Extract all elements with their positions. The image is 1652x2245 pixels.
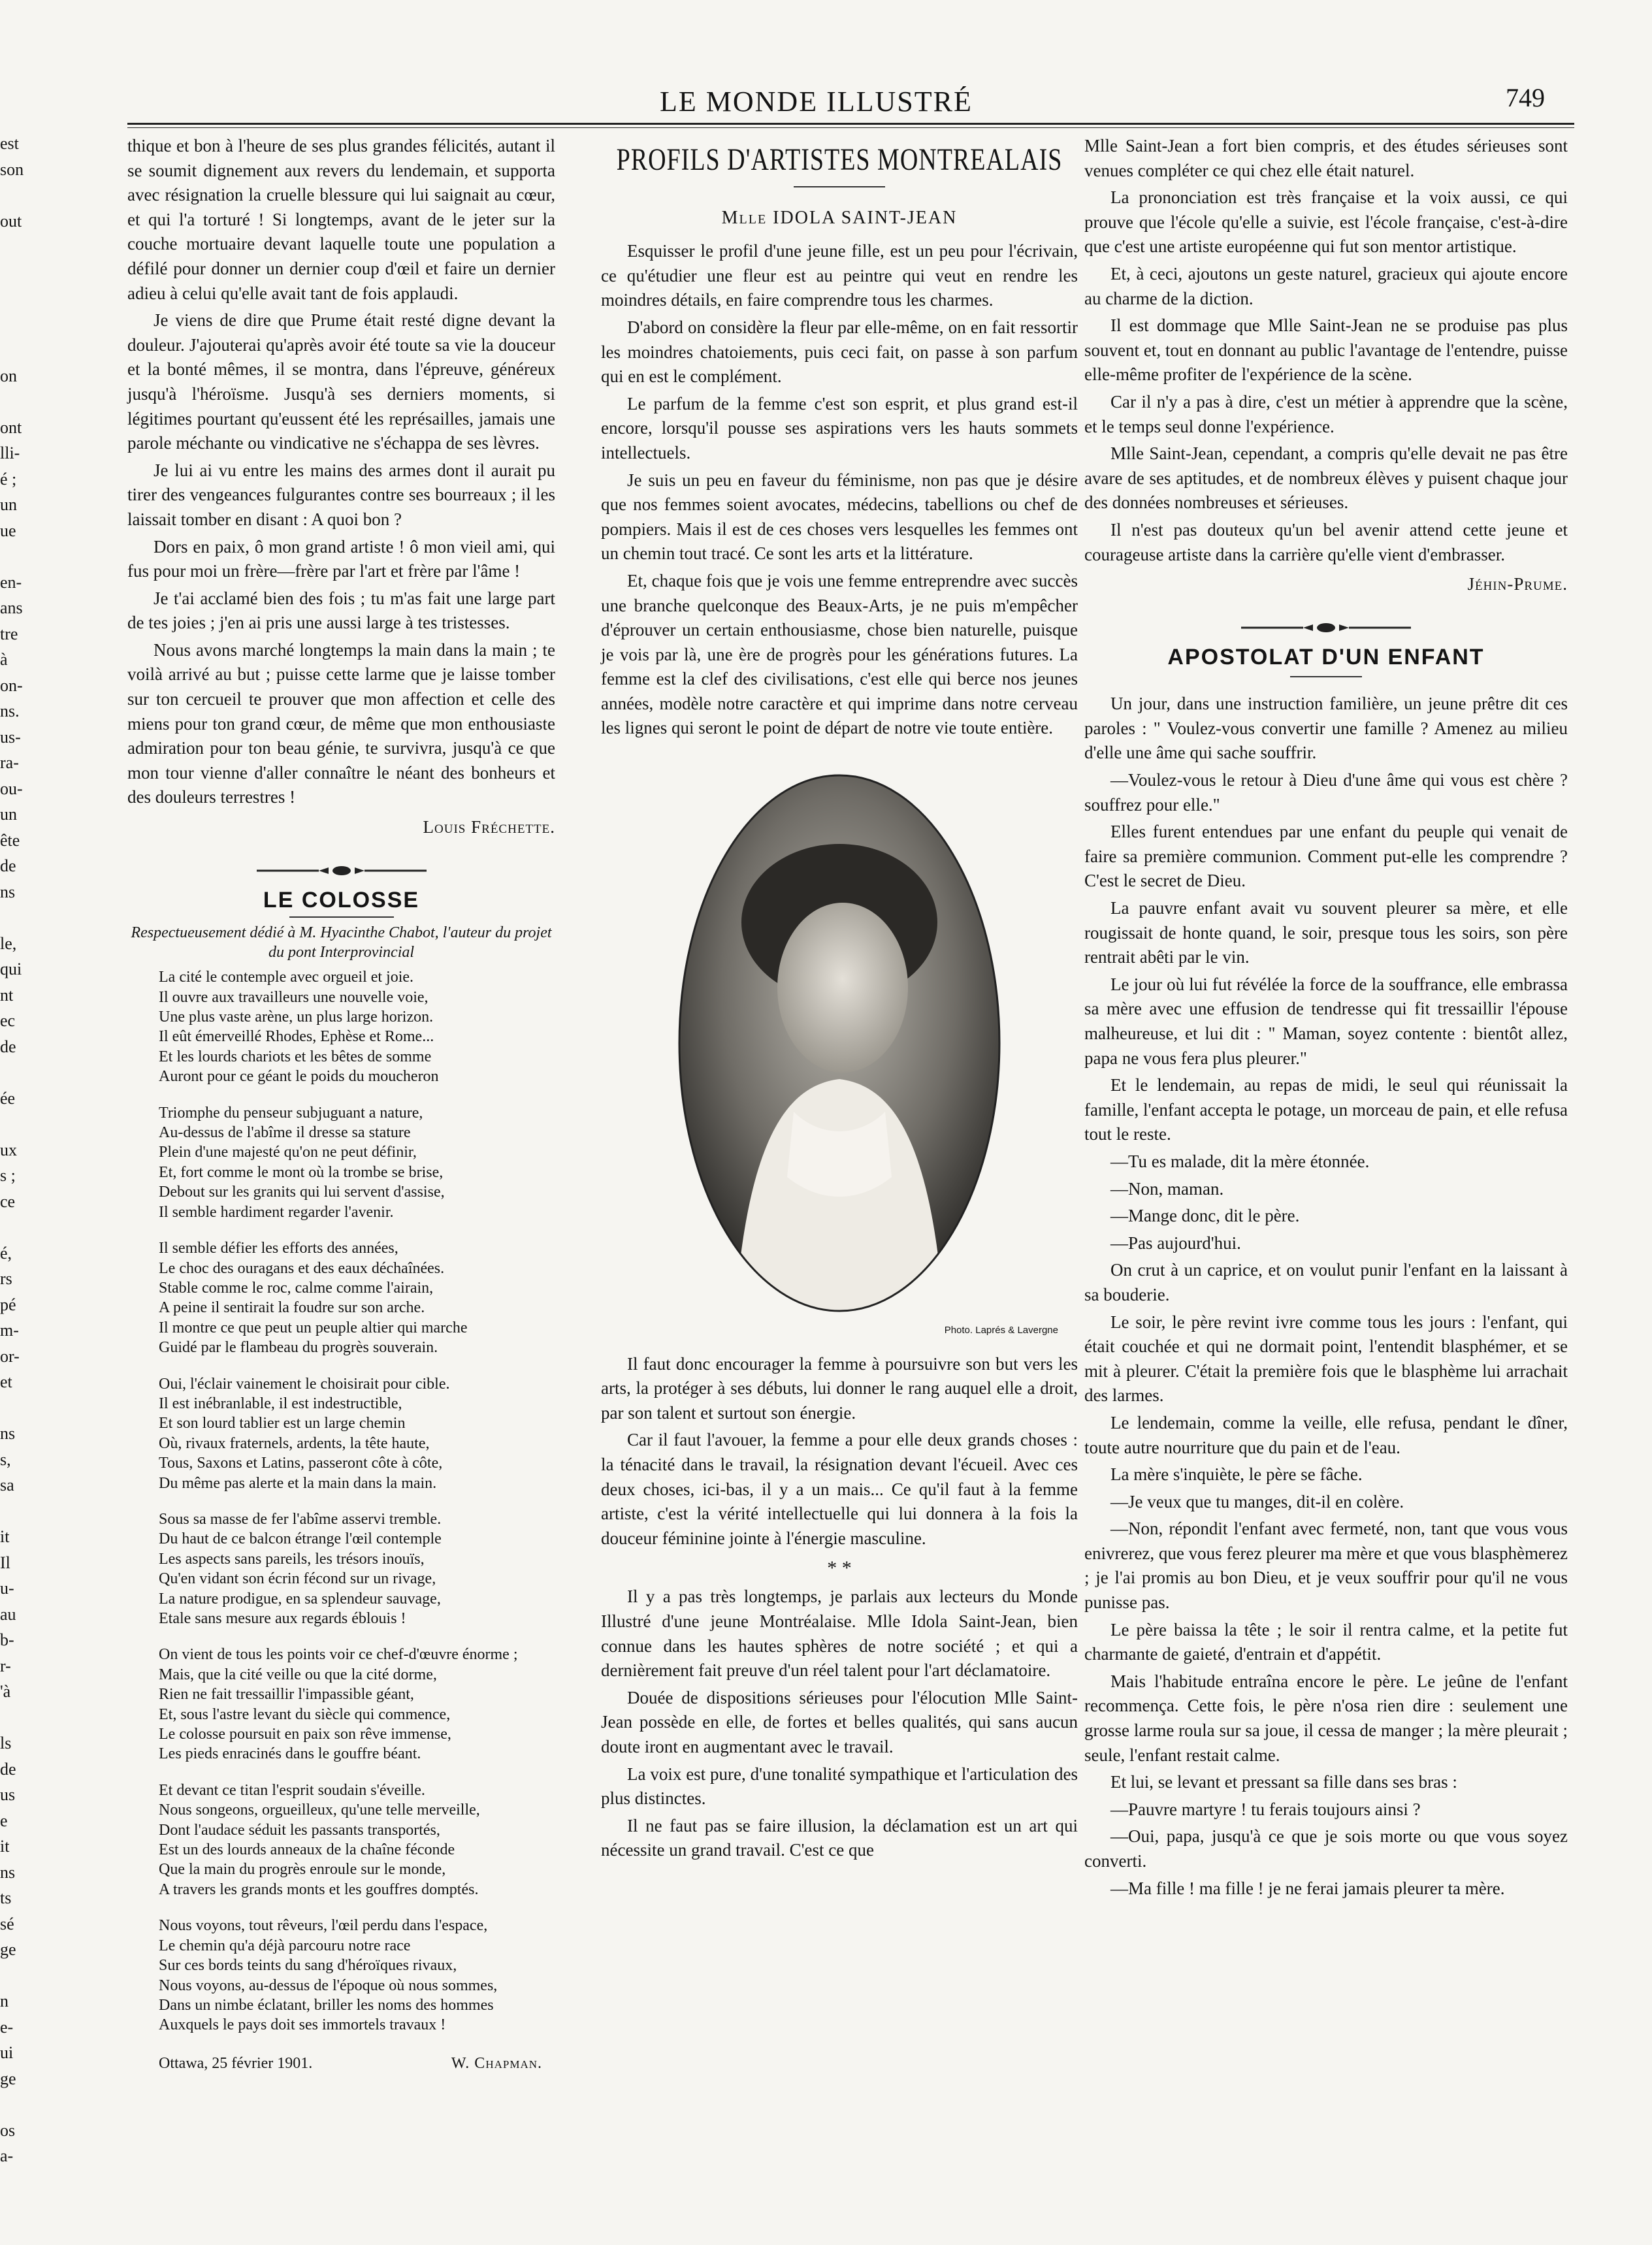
margin-fragment: é, [0,1243,12,1263]
paragraph: Je viens de dire que Prume était resté digne devant la douleur. J'ajouterai qu'après avoir été toute sa vie la douceur et la bonté mêmes, il se montra, dans l'épreuve, généreux jusqu'à l'héroïsme. Jusqu'à ses derniers moments, si légitimes pourtant qu'eussent été les représailles, jamais une parole méchante ou vindicative ne s'échappa de ses lèvres. [127,310,555,453]
portrait-image [676,772,1003,1314]
margin-fragment: de [0,1037,16,1056]
margin-fragment: ux [0,1140,17,1159]
signature-jehin-prume: Jéhin-Prume. [1467,574,1568,594]
poem-stanza [159,1916,555,2035]
margin-fragment [0,234,30,260]
margin-fragment: rs [0,1269,12,1288]
article-title-profils: PROFILS D'ARTISTES MONTREALAIS [616,142,1063,178]
masthead-rule [127,123,1574,128]
poem-line: Rien ne fait tressaillir l'impassible géant, [159,1686,414,1704]
margin-fragment: us- [0,727,21,747]
margin-fragment: ont [0,417,22,437]
margin-fragment: on- [0,675,23,695]
poem-line: Stable comme le roc, calme comme l'airain, [159,1279,434,1297]
margin-fragment: ui [0,2043,14,2062]
margin-fragment: 'à [0,1682,11,1701]
ornament-divider-icon [257,865,427,877]
margin-fragment [0,1059,30,1086]
paragraph: —Non, répondit l'enfant avec fermeté, non, tant que vous vous enivrerez, que vous ferez pleurer ma mère et que vous blasphèmerez ; je l'ai promis au bon Dieu, et je veux souffrir pour qu'il ne vous punisse pas. [1084,1519,1568,1613]
margin-fragment [0,1705,30,1731]
title-rule [794,186,885,187]
poem-stanza [159,1781,555,1899]
margin-fragment [0,543,30,570]
margin-fragment: e- [0,2017,14,2037]
paragraph: La prononciation est très française et la voix aussi, ce qui prouve que l'école qu'elle a suivie, est l'école française, c'est-à-dire que c'est une artiste européenne qui fut son mentor artistique. [1084,187,1568,257]
paragraph: Il y a pas très longtemps, je parlais aux lecteurs du Monde Illustré d'une jeune Montréalaise. Mlle Idola Saint-Jean, bien connue dans les hautes sphères de notre société ; et qui a dernièrement fait preuve d'un réel talent pour l'art déclamatoire. [601,1587,1078,1681]
paragraph: Et, chaque fois que je vois une femme entreprendre avec succès une branche quelconque des Beaux-Arts, je ne puis m'empêcher d'éprouver un certain enthousiasme, chose bien naturelle, puisque je vois par là, une ère de progrès pour les générations futures. La femme est la clef des civilisations, c'est elle qui berce nos jeunes années, modèle notre caractère et qui imprime dans notre cerveau les lignes qui seront le point de départ de notre vie toute entière. [601,570,1078,738]
margin-fragment: ra- [0,753,19,772]
page-number: 749 [1506,83,1545,112]
margin-fragment: ou- [0,779,23,798]
paragraph: —Tu es malade, dit la mère étonnée. [1110,1151,1370,1171]
poem-line: Les aspects sans pareils, les trésors inouïs, [159,1550,425,1568]
margin-fragment: son [0,159,24,179]
poem-stanza [159,1510,555,1628]
masthead-title: LE MONDE ILLUSTRÉ [660,86,973,118]
margin-fragment: nt [0,985,14,1005]
margin-fragment: e [0,1811,8,1830]
margin-fragment [0,389,30,415]
poem-line: Auront pour ce géant le poids du moucheron [159,1068,439,1086]
margin-fragment: en- [0,572,22,592]
margin-fragment: it [0,1837,10,1856]
poem-line: Auxquels le pays doit ses immortels travaux ! [159,2016,446,2034]
paragraph: D'abord on considère la fleur par elle-même, on en fait ressortir les moindres chatoiements, puis ceci fait, on passe à son parfum qui en est le complément. [601,317,1078,387]
margin-fragment: m- [0,1321,19,1340]
poem-line: Il semble défier les efforts des années, [159,1240,398,1257]
poem-line: A peine il sentirait la foudre sur son arche. [159,1299,425,1317]
column-3 [1084,134,1568,1903]
poem-line: Plein d'une majesté qu'on ne peut définir, [159,1144,417,1161]
poem-stanza [159,1103,555,1222]
margin-fragment: ts [0,1888,12,1907]
margin-fragment: ec [0,1011,16,1030]
poem-line: La cité le contemple avec orgueil et joie. [159,969,414,986]
paragraph: —Non, maman. [1110,1178,1224,1199]
paragraph: Et le lendemain, au repas de midi, le seul qui réunissait la famille, l'enfant accepta le potage, un morceau de pain, et elle refusa tout le reste. [1084,1075,1568,1144]
margin-fragment [0,1111,30,1137]
poem-stanza [159,967,555,1086]
paragraph: Nous avons marché longtemps la main dans la main ; te voilà arrivé au but ; puisse cette larme que je laisse tomber sur ton cercueil te prouver que mon affection et celle des miens pour ton grand cœur, de même que mon enthousiaste admiration pour ton beau génie, te survivra, jusqu'à ce que mon tour vienne d'aller connaître le néant des bonheurs et des douleurs terrestres ! [127,639,555,807]
paragraph: Un jour, dans une instruction familière, un jeune prêtre dit ces paroles : " Voulez-vous convertir une famille ? Amenez au milieu d'elle une âme qui sache souffrir. [1084,694,1568,763]
poem-line: Sur ces bords teints du sang d'héroïques rivaux, [159,1957,457,1975]
paragraph: Car il n'y a pas à dire, c'est un métier à apprendre que la scène, et le temps seul donne l'expérience. [1084,391,1568,436]
paragraph: Le lendemain, comme la veille, elle refusa, pendant le dîner, toute autre nourriture que du pain et de l'eau. [1084,1412,1568,1457]
signature-chapman: W. Chapman. [451,2054,542,2072]
paragraph: Je t'ai acclamé bien des fois ; tu m'as fait une large part de tes joies ; j'en ai pris une aussi large à tes tristesses. [127,588,555,633]
poem-stanzas [127,967,555,2035]
margin-fragment: ls [0,1734,12,1752]
poem-line: La nature prodigue, en sa splendeur sauvage, [159,1590,441,1607]
margin-fragment [0,1963,30,1989]
article-subject: Mlle IDOLA SAINT-JEAN [721,207,958,228]
paragraph: —Pas aujourd'hui. [1110,1233,1241,1253]
margin-fragment [0,260,30,286]
margin-fragment: ge [0,2069,16,2088]
paragraph: Il ne faut pas se faire illusion, la déclamation est un art qui nécessite un grand travail. C'est ce que [601,1815,1078,1860]
paragraph: On crut à un caprice, et on voulut punir l'enfant en la laissant à sa bouderie. [1084,1260,1568,1304]
margin-fragment: ns [0,1424,16,1443]
poem-line: Nous voyons, tout rêveurs, l'œil perdu dans l'espace, [159,1917,488,1935]
poem-line: Dont l'audace séduit les passants transportés, [159,1821,440,1839]
margin-fragment: pé [0,1295,16,1314]
paragraph: thique et bon à l'heure de ses plus grandes félicités, autant il se soumit dignement aux revers du lendemain, et supporta avec résignation la cruelle blessure qui lui saignait au cœur, et qui l'a torturé ! Si longtemps, avant de le jeter sur la couche mortuaire devant laquelle toute une population a défilé pour donner un dernier coup d'œil et faire un dernier adieu à celui qu'elle avait tant de fois applaudi. [127,136,555,303]
margin-fragment [0,2092,30,2118]
poem-line: Qu'en vidant son écrin fécond sur un rivage, [159,1570,436,1588]
poem-title: LE COLOSSE [263,887,420,913]
poem-line: Mais, que la cité veille ou que la cité dorme, [159,1666,437,1683]
paragraph: —Mange donc, dit le père. [1110,1206,1300,1226]
poem-line: Il ouvre aux travailleurs une nouvelle voie, [159,988,429,1006]
asterism: * * [827,1557,852,1579]
margin-fragment [0,182,30,208]
poem-line: Dans un nimbe éclatant, briller les noms des hommes [159,1996,494,2014]
paragraph: Mais l'habitude entraîna encore le père. Le jeûne de l'enfant recommença. Cette fois, le père n'osa rien dire : seulement une grosse larme roula sur sa joue, il cessa de manger ; la mère pleurait ; seule, l'enfant restait calme. [1084,1671,1568,1765]
margin-fragment: un [0,495,17,514]
margin-fragment: de [0,1759,16,1779]
paragraph: Le jour où lui fut révélée la force de la souffrance, elle embrassa sa mère avec une effusion de tendresse qui fit tressaillir l'épouse malheureuse, et lui dit : " Maman, soyez contente : bientôt allez, papa ne vous fera plus pleurer." [1084,974,1568,1068]
poem-line: Et, sous l'astre levant du siècle qui commence, [159,1705,451,1723]
margin-fragment: sé [0,1914,14,1933]
poem-dedication: Respectueusement dédié à M. Hyacinthe Chabot, l'auteur du projet du pont Interprovincial [131,924,552,961]
margin-fragment: ée [0,1088,16,1108]
poem-line: Le choc des ouragans et des eaux déchaînées. [159,1259,445,1277]
margin-fragment: a- [0,2146,14,2165]
margin-fragment: à [0,650,8,669]
poem-line: On vient de tous les points voir ce chef-d'œuvre énorme ; [159,1646,518,1664]
margin-fragment: tre [0,624,18,643]
margin-fragment: qui [0,960,22,978]
poem-line: Triomphe du penseur subjuguant a nature, [159,1104,423,1122]
margin-fragment: ce [0,1191,16,1211]
margin-fragment: ge [0,1940,16,1959]
paragraph: Mlle Saint-Jean a fort bien compris, et des études sérieuses sont venues compléter ce qui chez elle était naturel. [1084,136,1568,180]
margin-fragment: est [0,134,19,153]
poem-title-rule [289,916,394,918]
poem-footer [159,2052,542,2076]
margin-fragment: ns. [0,702,20,720]
portrait-photo [676,772,1003,1314]
poem-line: Il semble hardiment regarder l'avenir. [159,1203,394,1221]
poem-line: Nous voyons, au-dessus de l'époque où nous sommes, [159,1977,498,1994]
poem-line: Il eût émerveillé Rhodes, Ephèse et Rome... [159,1028,434,1046]
margin-fragments [0,131,30,2169]
paragraph: Je lui ai vu entre les mains des armes dont il aurait pu tirer des vengeances fulgurantes contre ses bourreaux ; il les laissait tomber en disant : A quoi bon ? [127,460,555,529]
margin-fragment: ête [0,830,20,850]
paragraph: Douée de dispositions sérieuses pour l'élocution Mlle Saint-Jean possède en elle, de fortes et belles qualités, qui sans aucun doute iront en augmentant avec le travail. [601,1687,1078,1756]
poem-line: Et devant ce titan l'esprit soudain s'éveille. [159,1781,425,1799]
poem-line: Au-dessus de l'abîme il dresse sa stature [159,1124,411,1142]
paragraph: —Ma fille ! ma fille ! je ne ferai jamais pleurer ta mère. [1110,1878,1505,1898]
paragraph: Je suis un peu en faveur du féminisme, non pas que je désire que nos femmes soient avocates, médecins, tabellions ou chef de pompiers. Mais il est de ces choses vers lesquelles les femmes ont un chemin tout tracé. Ce sont les arts et la littérature. [601,470,1078,564]
poem-line: Les pieds enracinés dans le gouffre béant. [159,1745,421,1763]
poem-stanza [159,1238,555,1357]
photo-credit: Photo. Laprés & Lavergne [944,1325,1058,1336]
poem-line: Guidé par le flambeau du progrès souverain. [159,1339,438,1357]
poem-line: Où, rivaux fraternels, ardents, la tête haute, [159,1434,430,1452]
paragraph: La mère s'inquiète, le père se fâche. [1110,1464,1363,1485]
poem-line: Que la main du progrès enroule sur le monde, [159,1861,446,1879]
poem-stanza [159,1374,555,1493]
margin-fragment: u- [0,1579,14,1598]
article-title-apostolat: APOSTOLAT D'UN ENFANT [1167,644,1485,670]
poem-line: Sous sa masse de fer l'abîme asservi tremble. [159,1510,442,1528]
poem-line: Debout sur les granits qui lui servent d'assise, [159,1184,445,1201]
margin-fragment: ans [0,598,23,617]
margin-fragment: de [0,856,16,875]
title-rule [1290,676,1362,677]
poem-line: Et, fort comme le mont où la trombe se brise, [159,1163,444,1181]
poem-line: Est un des lourds anneaux de la chaîne féconde [159,1841,455,1859]
column-2 [601,134,1078,1865]
margin-fragment [0,337,30,363]
poem-line: A travers les grands monts et les gouffres domptés. [159,1881,479,1898]
margin-fragment: ue [0,521,16,540]
margin-fragment: au [0,1604,16,1624]
poem-line: Et les lourds chariots et les bêtes de somme [159,1048,432,1065]
margin-fragment [0,1214,30,1240]
paragraph: Il n'est pas douteux qu'un bel avenir attend cette jeune et courageuse artiste dans la carrière qu'elle vient d'embrasser. [1084,519,1568,564]
margin-fragment: s ; [0,1166,16,1185]
poem-line: Une plus vaste arène, un plus large horizon. [159,1009,434,1026]
margin-fragment: ns [0,1862,16,1882]
poem-line: Le chemin qu'a déjà parcouru notre race [159,1937,411,1954]
margin-fragment: ns [0,882,16,901]
paragraph: Le soir, le père revint ivre comme tous les jours : l'enfant, qui était couchée et qui ne dormait point, l'entendit blasphémer, et se mit à pleurer. C'était la première fois que le blasphème lui arrachait des larmes. [1084,1312,1568,1406]
paragraph: Et lui, se levant et pressant sa fille dans ses bras : [1110,1772,1457,1792]
margin-fragment [0,905,30,931]
paragraph: —Pauvre martyre ! tu ferais toujours ainsi ? [1110,1799,1421,1819]
poem-line: Nous songeons, orgueilleux, qu'une telle merveille, [159,1801,480,1819]
margin-fragment: r- [0,1656,11,1675]
paragraph: Et, à ceci, ajoutons un geste naturel, gracieux qui ajoute encore au charme de la diction. [1084,263,1568,308]
paragraph: La pauvre enfant avait vu souvent pleurer sa mère, et elle rougissait de honte quand, le soir, presque tous les soirs, son père rentrait abêti par le vin. [1084,898,1568,967]
paragraph: Elles furent entendues par une enfant du peuple qui venait de faire sa première communion. Comment put-elle les comprendre ? C'est le secret de Dieu. [1084,822,1568,891]
margin-fragment [0,285,30,312]
paragraph: Le père baissa la tête ; le soir il rentra calme, et la petite fut charmante de gaieté, d'entrain et d'appétit. [1084,1619,1568,1664]
poem-place-date: Ottawa, 25 février 1901. [159,2054,313,2072]
margin-fragment: le, [0,933,17,953]
column-1 [127,134,555,2076]
story-body [1084,692,1568,1901]
signature-frechette: Louis Fréchette. [423,817,555,837]
poem-line: Etale sans mesure aux regards éblouis ! [159,1610,406,1627]
margin-fragment [0,1498,30,1525]
margin-fragment: it [0,1527,10,1546]
poem-line: Tous, Saxons et Latins, passeront côte à côte, [159,1455,443,1472]
margin-fragment: n [0,1992,8,2011]
poem-line: Du haut de ce balcon étrange l'œil contemple [159,1530,442,1548]
margin-fragment: or- [0,1346,20,1366]
margin-fragment: on [0,366,17,385]
paragraph: —Je veux que tu manges, dit-il en colère. [1110,1491,1404,1511]
margin-fragment: us [0,1785,16,1804]
paragraph: Car il faut l'avouer, la femme a pour elle deux grands choses : la ténacité dans le travail, la résignation devant l'écueil. Avec ces deux choses, ici-bas, il y a un mais... Ce qu'il faut à la femme artiste, c'est la vérité intellectuelle qui lui donnera à la fois la douceur féminine jointe à l'énergie masculine. [601,1430,1078,1548]
margin-fragment: et [0,1372,12,1391]
margin-fragment: Il [0,1553,10,1572]
paragraph: Il est dommage que Mlle Saint-Jean ne se produise pas plus souvent et, tout en donnant au public l'avantage de l'entendre, puisse elle-même profiter de l'expérience de la scène. [1084,315,1568,385]
paragraph: Esquisser le profil d'une jeune fille, est un peu pour l'écrivain, ce qu'étudier une fleur est au peintre qui veut en rendre les moindres détails, en faire comprendre tous les charmes. [601,241,1078,310]
margin-fragment: s, [0,1449,11,1469]
poem-line: Et son lourd tablier est un large chemin [159,1415,406,1432]
paragraph: Mlle Saint-Jean, cependant, a compris qu'elle devait ne pas être avare de ses aptitudes, et de nombreux élèves y puisent chaque jour des données nombreuses et sérieuses. [1084,444,1568,513]
poem-line: Le colosse poursuit en paix son rêve immense, [159,1726,451,1743]
poem-line: Oui, l'éclair vainement le choisirait pour cible. [159,1375,450,1393]
margin-fragment: b- [0,1630,14,1649]
paragraph: Dors en paix, ô mon grand artiste ! ô mon vieil ami, qui fus pour moi un frère—frère par l'art et frère par l'âme ! [127,536,555,581]
paragraph: —Oui, papa, jusqu'à ce que je sois morte ou que vous soyez converti. [1084,1826,1568,1871]
margin-fragment: out [0,211,22,231]
margin-fragment: é ; [0,469,17,489]
margin-fragment: sa [0,1476,14,1494]
poem-line: Il montre ce que peut un peuple altier qui marche [159,1319,468,1336]
margin-fragment [0,312,30,338]
margin-fragment: lli- [0,444,20,462]
paragraph: —Voulez-vous le retour à Dieu d'une âme qui vous est chère ? souffrez pour elle." [1084,770,1568,815]
margin-fragment: un [0,805,17,824]
paragraph: Le parfum de la femme c'est son esprit, et plus grand est-il encore, lorsqu'il pousse ses aspirations vers les hauts sommets intellectuels. [601,393,1078,462]
margin-fragment [0,1395,30,1421]
poem-stanza [159,1645,555,1764]
poem-line: Il est inébranlable, il est indestructible, [159,1395,402,1412]
ornament-divider-icon [1241,622,1411,634]
poem-line: Du même pas alerte et la main dans la main. [159,1474,437,1492]
paragraph: La voix est pure, d'une tonalité sympathique et l'articulation des plus distinctes. [601,1764,1078,1809]
paragraph: Il faut donc encourager la femme à poursuivre son but vers les arts, la protéger à ses débuts, lui donner le rang auquel elle a droit, par son talent et surtout son énergie. [601,1353,1078,1423]
margin-fragment: os [0,2120,16,2140]
